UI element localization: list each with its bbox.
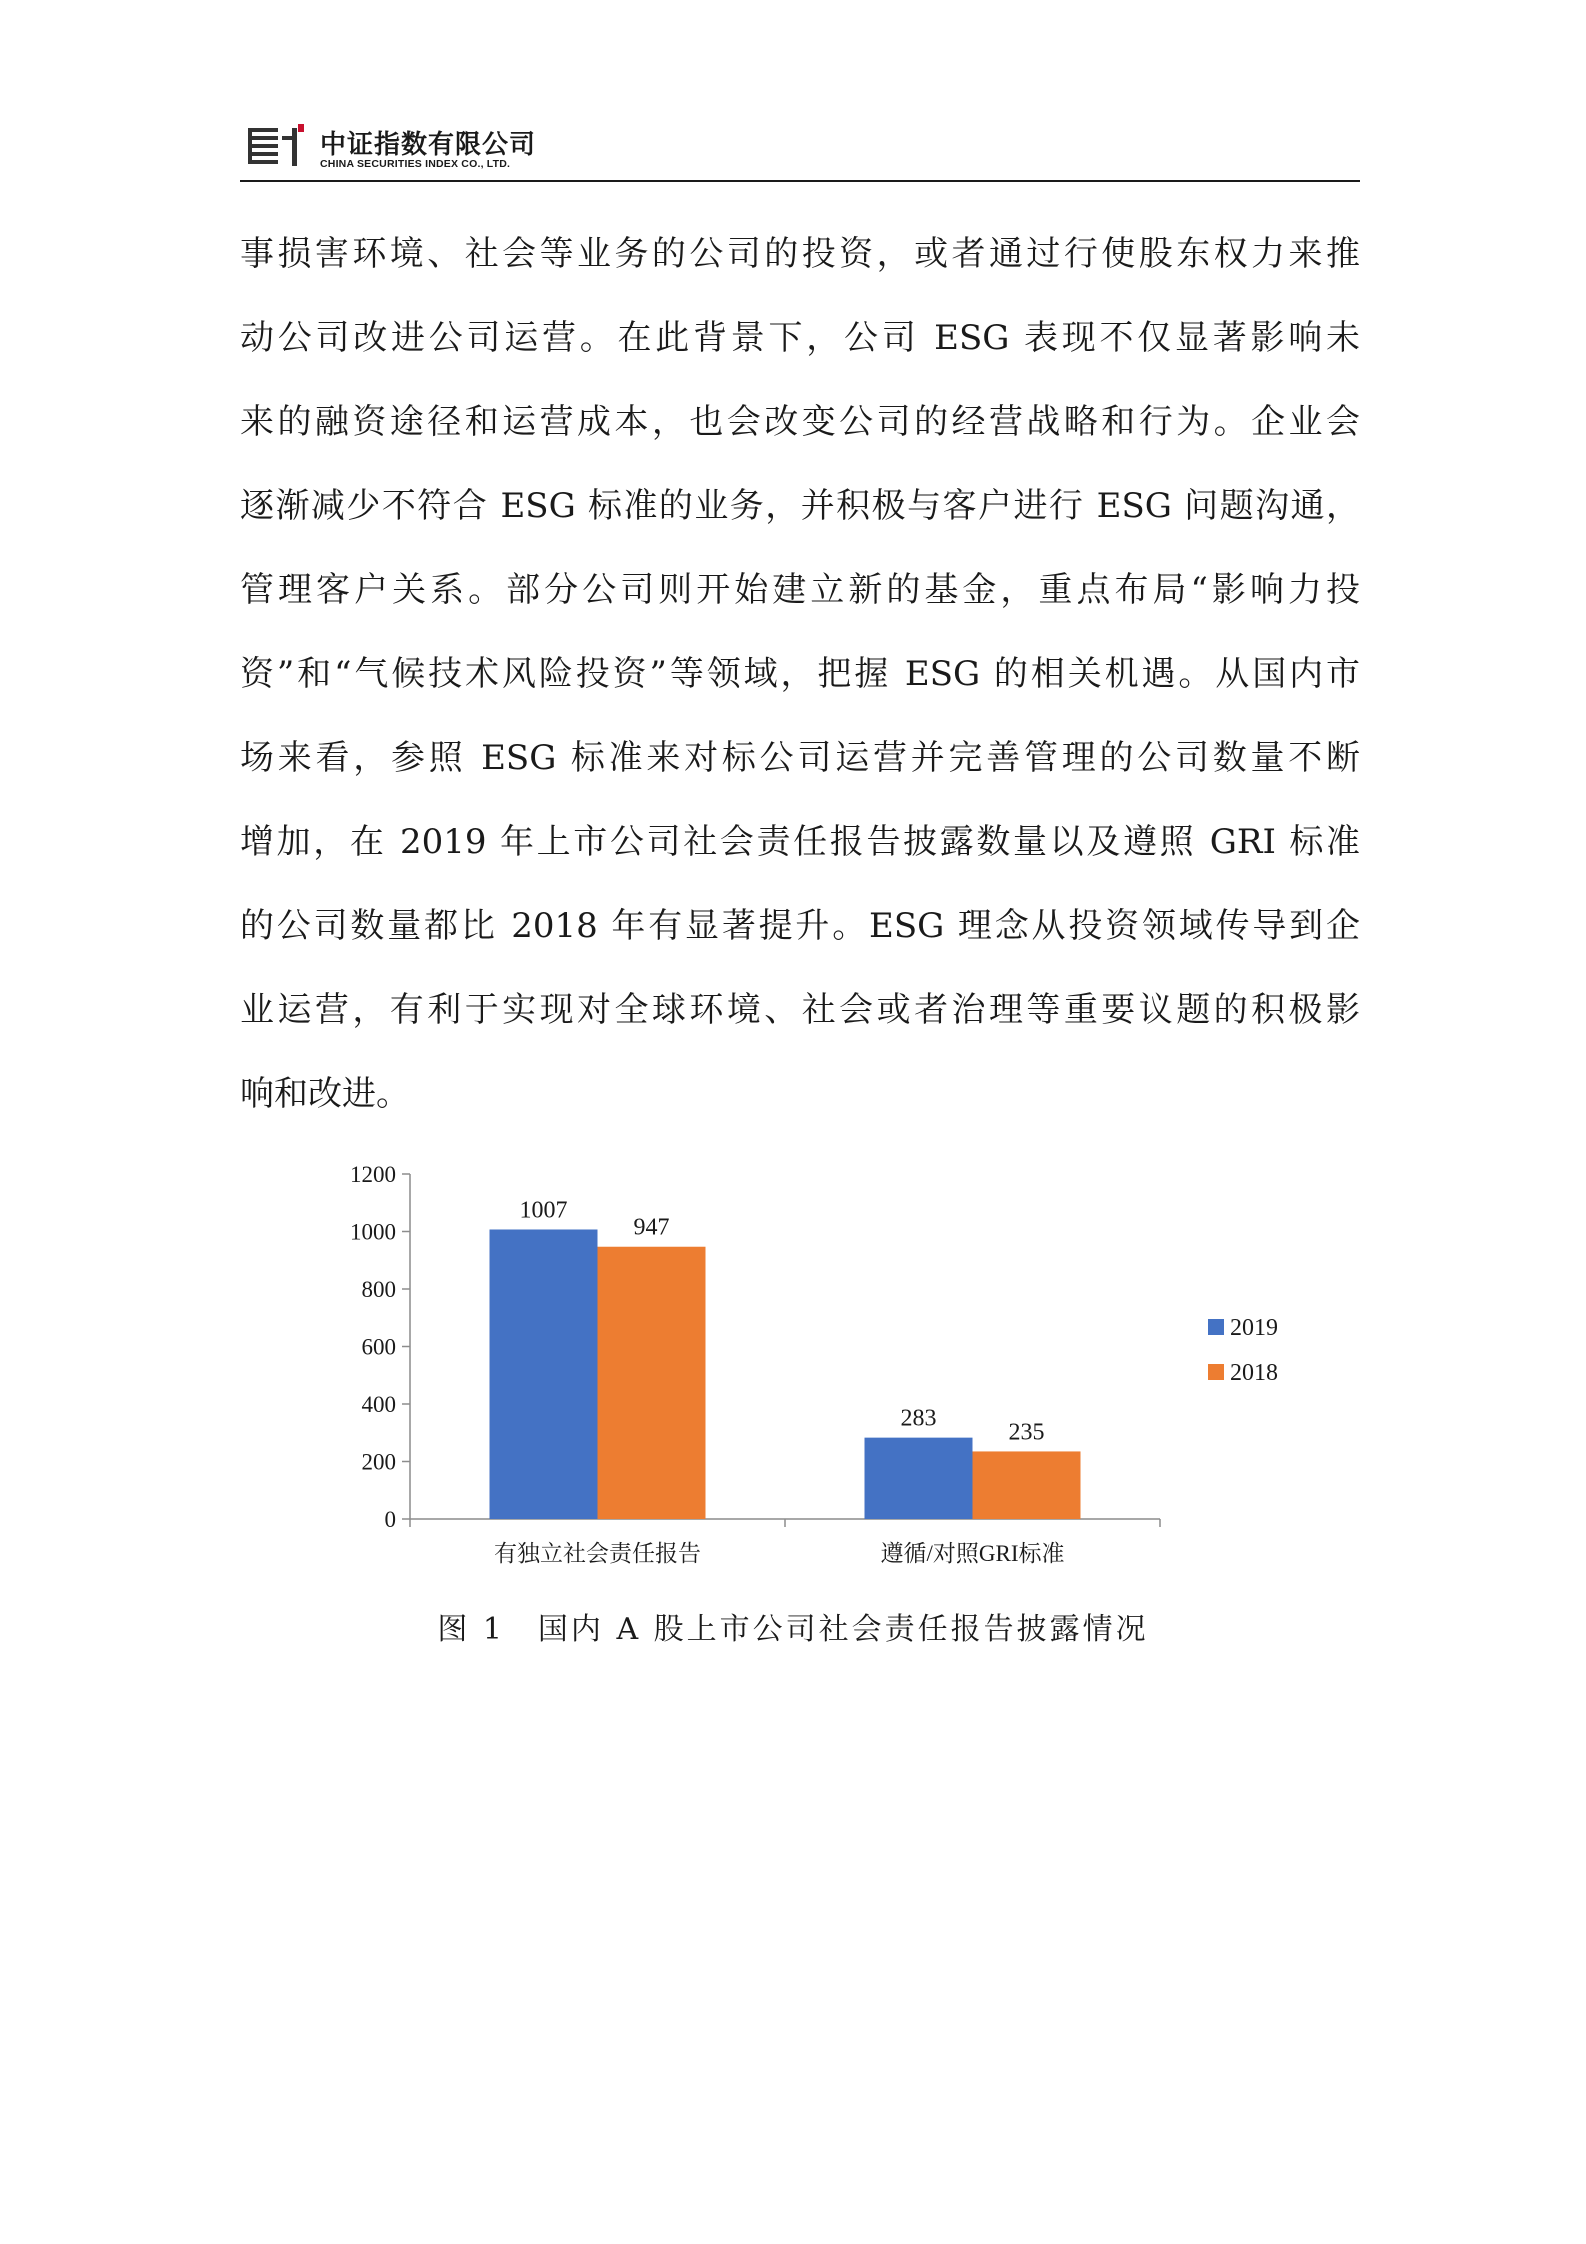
- bar-2018: [973, 1451, 1081, 1519]
- x-category-label: 遵循/对照GRI标准: [880, 1541, 1065, 1566]
- bar-2019: [865, 1438, 973, 1519]
- legend-label: 2019: [1230, 1315, 1278, 1341]
- text-line: 事损害环境、社会等业务的公司的投资，或者通过行使股东权力来推: [240, 234, 1360, 274]
- y-tick-label: 1000: [350, 1219, 396, 1245]
- x-category-label: 有独立社会责任报告: [494, 1541, 701, 1566]
- legend-label: 2018: [1230, 1360, 1278, 1386]
- text-line: 增加，在 2019 年上市公司社会责任报告披露数量以及遵照 GRI 标准: [240, 822, 1360, 862]
- text-line: 动公司改进公司运营。在此背景下，公司 ESG 表现不仅显著影响未: [240, 318, 1360, 358]
- page-header: [240, 118, 1360, 180]
- y-tick-label: 0: [384, 1507, 396, 1532]
- bar-2018: [598, 1247, 706, 1519]
- company-name-en: CHINA SECURITIES INDEX CO., LTD.: [320, 158, 511, 170]
- text-line: 来的融资途径和运营成本，也会改变公司的经营战略和行为。企业会: [240, 402, 1360, 442]
- text-line: 管理客户关系。部分公司则开始建立新的基金，重点布局“影响力投: [240, 570, 1360, 610]
- y-tick-label: 600: [361, 1334, 396, 1360]
- legend-swatch-2019: [1208, 1319, 1224, 1335]
- company-logo-icon: [248, 124, 306, 170]
- bar-2019: [490, 1229, 598, 1519]
- text-line: 业运营，有利于实现对全球环境、社会或者治理等重要议题的积极影: [240, 990, 1360, 1030]
- body-paragraph: [240, 226, 1360, 1150]
- text-line: 响和改进。: [240, 1074, 410, 1114]
- header-divider: [240, 180, 1360, 182]
- y-tick-label: 1200: [350, 1162, 396, 1187]
- bar-data-label: 283: [900, 1405, 937, 1432]
- text-line: 逐渐减少不符合 ESG 标准的业务，并积极与客户进行 ESG 问题沟通，: [240, 486, 1360, 526]
- legend-swatch-2018: [1208, 1364, 1224, 1380]
- text-line: 资”和“气候技术风险投资”等领域，把握 ESG 的相关机遇。从国内市: [240, 654, 1360, 694]
- company-name-cn: 中证指数有限公司: [320, 130, 537, 160]
- y-tick-label: 800: [361, 1277, 396, 1302]
- bar-chart: [290, 1150, 1300, 1590]
- bar-data-label: 947: [633, 1214, 670, 1241]
- y-tick-label: 400: [361, 1392, 396, 1417]
- bar-chart-svg: [290, 1150, 1300, 1590]
- text-line: 场来看，参照 ESG 标准来对标公司运营并完善管理的公司数量不断: [240, 738, 1360, 778]
- text-line: 的公司数量都比 2018 年有显著提升。ESG 理念从投资领域传导到企: [240, 906, 1360, 946]
- y-tick-label: 200: [361, 1449, 396, 1475]
- figure-caption: 图 1 国内 A 股上市公司社会责任报告披露情况: [437, 1612, 1149, 1647]
- bar-data-label: 235: [1008, 1419, 1045, 1446]
- bar-data-label: 1007: [519, 1197, 568, 1224]
